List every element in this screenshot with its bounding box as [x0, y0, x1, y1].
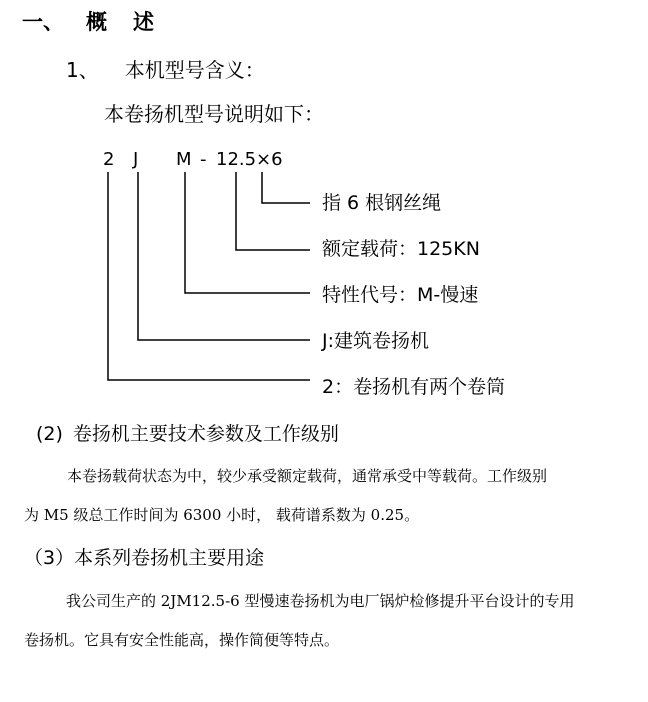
- model-label-two-drums: 2：卷扬机有两个卷筒: [322, 376, 506, 398]
- connector-line-1: [262, 172, 310, 203]
- model-code-part-6: ×6: [256, 149, 283, 170]
- connector-line-3: [185, 172, 310, 293]
- section-title-part-a: 概: [86, 10, 107, 34]
- section-heading-2: [36, 425, 339, 444]
- model-code-part-1: 2: [103, 149, 115, 170]
- model-label-ropes: 指 6 根钢丝绳: [322, 192, 442, 214]
- section-number: 一、: [22, 10, 64, 34]
- section2-paragraph-line-2: 为 M5 级总工作时间为 6300 小时， 载荷谱系数为 0.25。: [24, 506, 420, 524]
- section3-paragraph-line-2: 卷扬机。它具有安全性能高，操作简便等特点。: [24, 631, 340, 649]
- model-code-part-3: M: [176, 149, 192, 170]
- model-label-rated-load: 额定载荷：125KN: [322, 238, 480, 260]
- section3-paragraph-line-1: 我公司生产的 2JM12.5-6 型慢速卷扬机为电厂锅炉检修提升平台设计的专用: [66, 592, 575, 610]
- model-label-characteristic: 特性代号：M-慢速: [322, 284, 479, 306]
- section-title-part-b: 述: [133, 10, 154, 34]
- model-label-building-winch: J:建筑卷扬机: [322, 330, 430, 352]
- section2-title: 卷扬机主要技术参数及工作级别: [72, 423, 339, 445]
- section2-number: (2): [36, 423, 63, 445]
- subsection-title: 本机型号含义：: [124, 58, 265, 82]
- section-heading-3: （3）本系列卷扬机主要用途: [24, 547, 265, 569]
- section2-paragraph-line-1: 本卷扬载荷状态为中，较少承受额定载荷，通常承受中等载荷。工作级别: [67, 467, 548, 485]
- subsection-number: 1、: [66, 58, 99, 82]
- connector-line-2: [236, 172, 310, 250]
- connector-line-4: [138, 172, 310, 340]
- model-intro-text: 本卷扬机型号说明如下：: [104, 102, 324, 126]
- model-code-part-4: -: [200, 149, 207, 170]
- model-code-part-5: 12.5: [216, 149, 257, 170]
- model-code-part-2: J: [133, 149, 139, 170]
